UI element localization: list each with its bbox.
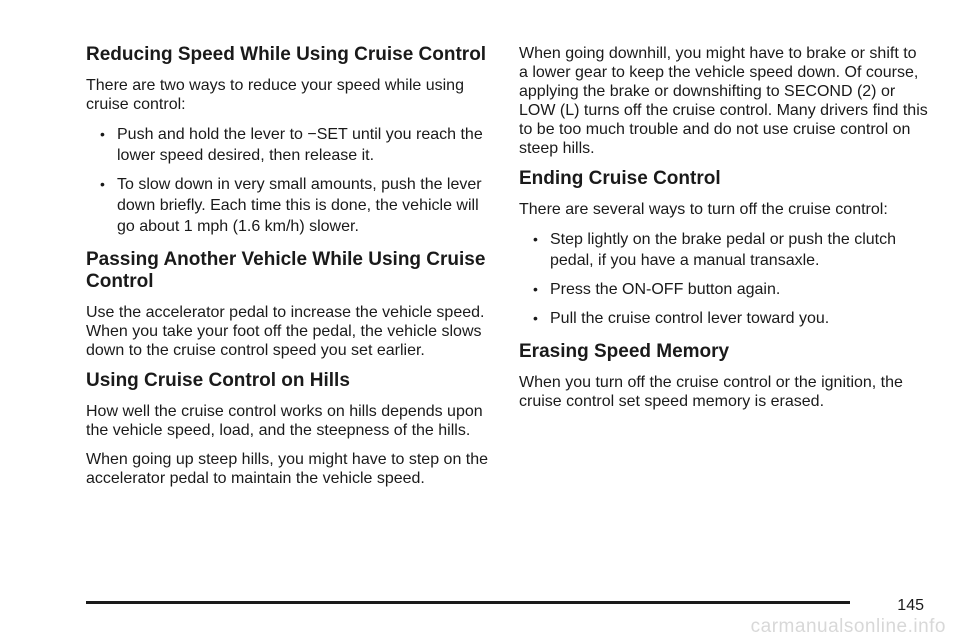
- page-number: 145: [897, 597, 924, 614]
- bullet-icon: •: [533, 231, 538, 247]
- paragraph-hills-intro: How well the cruise control works on hills depends upon the vehicle speed, load, and the steepness of the hills.: [86, 403, 483, 439]
- list-item: [86, 124, 496, 166]
- bullet-list-reduce-speed: [86, 124, 496, 237]
- heading-ending-cruise: Ending Cruise Control: [519, 168, 721, 189]
- list-item-text: Press the ON-OFF button again.: [550, 281, 781, 298]
- heading-passing-vehicle: Passing Another Vehicle While Using Cruise Control: [86, 249, 486, 292]
- watermark: carmanualsonline.info: [750, 616, 946, 637]
- list-item-text: Push and hold the lever to −SET until you reach the lower speed desired, then release it.: [117, 126, 483, 164]
- heading-reducing-speed: Reducing Speed While Using Cruise Control: [86, 44, 487, 65]
- paragraph-downhill: When going downhill, you might have to brake or shift to a lower gear to keep the vehicle speed down. Of course, applying the brake or downshifting to SECOND (2) or LOW (L) turns off the cruise control. Many drivers find this to be too much trouble and do not use cruise control on steep hills.: [519, 45, 928, 157]
- left-column: [86, 44, 496, 498]
- list-item-text: Step lightly on the brake pedal or push the clutch pedal, if you have a manual transaxle.: [550, 231, 896, 269]
- heading-erasing-memory: Erasing Speed Memory: [519, 341, 730, 362]
- footer-rule: [86, 601, 850, 604]
- bullet-icon: •: [100, 176, 105, 192]
- paragraph-passing: Use the accelerator pedal to increase the vehicle speed. When you take your foot off the pedal, the vehicle slows down to the cruise control speed you set earlier.: [86, 304, 485, 359]
- list-item-text: Pull the cruise control lever toward you.: [550, 310, 830, 327]
- bullet-icon: •: [533, 281, 538, 297]
- list-item-text: To slow down in very small amounts, push the lever down briefly. Each time this is done, the vehicle will go about 1 mph (1.6 km/h) slower.: [117, 176, 482, 235]
- paragraph-uphill: When going up steep hills, you might have to step on the accelerator pedal to maintain the vehicle speed.: [86, 451, 489, 487]
- right-column: [519, 44, 929, 421]
- paragraph-ending-intro: There are several ways to turn off the cruise control:: [519, 201, 888, 218]
- bullet-icon: •: [100, 126, 105, 142]
- bullet-icon: •: [533, 310, 538, 326]
- paragraph-erasing: When you turn off the cruise control or the ignition, the cruise control set speed memory is erased.: [519, 374, 903, 410]
- bullet-list-ending-cruise: [519, 229, 929, 329]
- list-item: [519, 229, 929, 271]
- heading-hills: Using Cruise Control on Hills: [86, 370, 350, 391]
- list-item: [86, 174, 496, 237]
- paragraph-reduce-intro: There are two ways to reduce your speed while using cruise control:: [86, 77, 464, 113]
- list-item: [519, 308, 929, 329]
- list-item: [519, 279, 929, 300]
